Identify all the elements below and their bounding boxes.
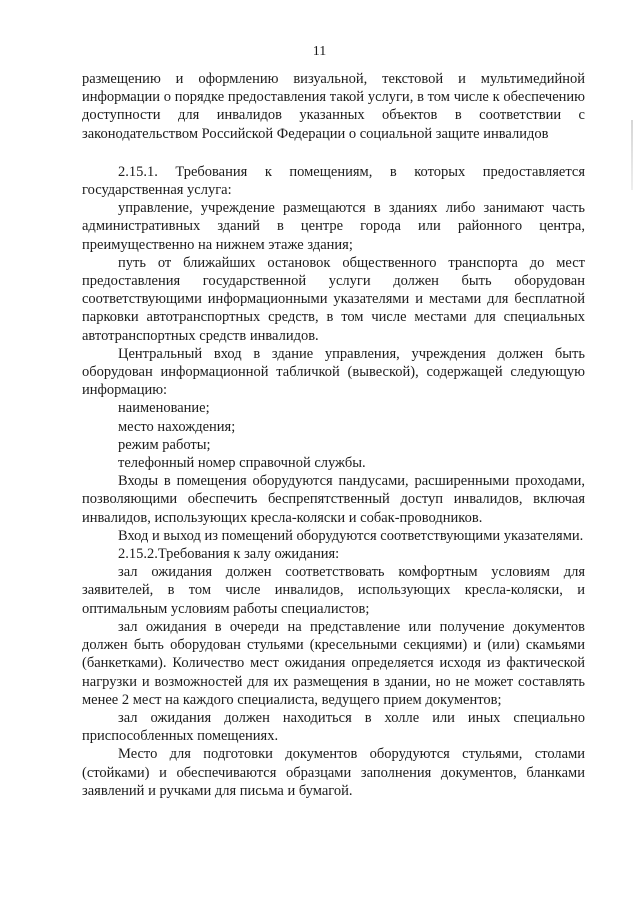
page-number: 11: [312, 44, 327, 59]
document-body: [82, 70, 585, 800]
paragraph: Место для подготовки документов оборудуются стульями, столами (стойками) и обеспечиваются образцами заполнения документов, бланками заявлений и ручками для письма и бумагой.: [82, 746, 585, 799]
paragraph: управление, учреждение размещаются в зданиях либо занимают часть административных зданий в центре города или районного центра, преимущественно на нижнем этаже здания;: [82, 200, 585, 253]
list-item: режим работы;: [118, 436, 211, 453]
list-item: наименование;: [118, 400, 210, 417]
list-item: место нахождения;: [118, 418, 236, 435]
paragraph: зал ожидания в очереди на представление или получение документов должен быть оборудован стульями (кресельными секциями) и (или) скамьями (банкетками). Количество мест ожидания определяется исходя из фактической нагрузки и возможностей для их размещения в здании, но не может составлять менее 2 мест на каждого специалиста, ведущего прием документов;: [82, 618, 585, 708]
paragraph-intro: размещению и оформлению визуальной, текстовой и мультимедийной информации о порядке предоставления такой услуги, в том числе к обеспечению доступности для инвалидов указанных объектов в соответствии с законодательством Российской Федерации о социальной защите инвалидов: [82, 71, 585, 142]
list-item: телефонный номер справочной службы.: [118, 455, 366, 472]
paragraph: путь от ближайших остановок общественного транспорта до мест предоставления государственной услуги должен быть оборудован соответствующими информационными указателями и местами для бесплатной парковки автотранспортных средств, в том числе местами для специальных автотранспортных средств инвалидов.: [82, 254, 585, 344]
paragraph: Вход и выход из помещений оборудуются соответствующими указателями.: [118, 527, 584, 544]
section-heading-2-15-1: 2.15.1. Требования к помещениям, в которых предоставляется государственная услуга:: [82, 163, 585, 199]
paragraph: зал ожидания должен находиться в холле или иных специально приспособленных помещениях.: [82, 709, 585, 745]
paragraph: зал ожидания должен соответствовать комфортным условиям для заявителей, в том числе инвалидов, использующих кресла-коляски, и оптимальным условиям работы специалистов;: [82, 564, 585, 617]
paragraph: Центральный вход в здание управления, учреждения должен быть оборудован информационной табличкой (вывеской), содержащей следующую информацию:: [82, 345, 585, 399]
scan-edge-mark: [631, 120, 633, 190]
paragraph: Входы в помещения оборудуются пандусами, расширенными проходами, позволяющими обеспечить беспрепятственный доступ инвалидов, включая инвалидов, использующих кресла-коляски и собак-проводников.: [82, 473, 585, 526]
section-heading-2-15-2: 2.15.2.Требования к залу ожидания:: [118, 546, 340, 563]
